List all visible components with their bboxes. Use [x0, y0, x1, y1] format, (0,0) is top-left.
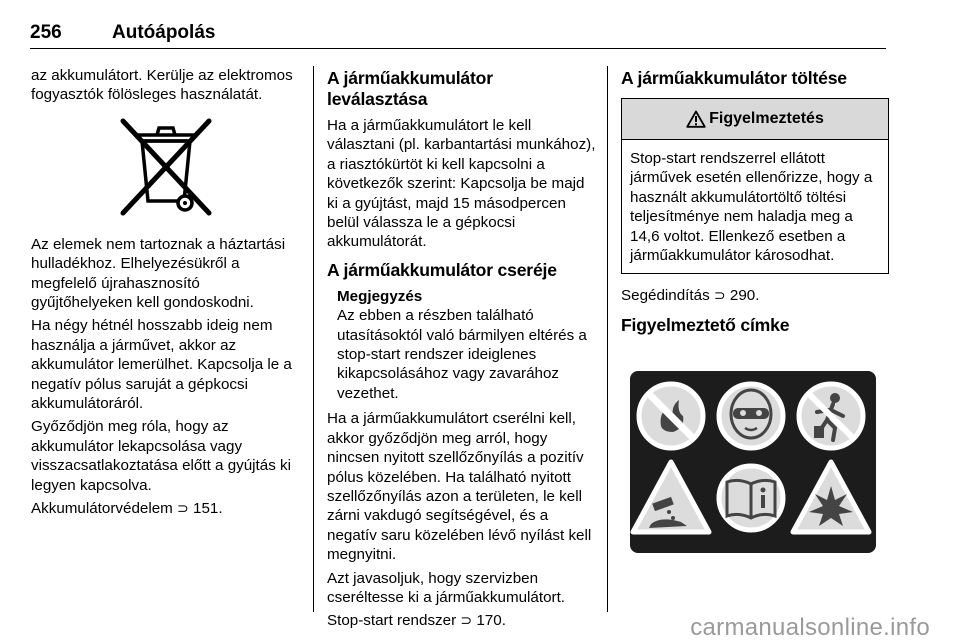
warning-triangle-icon: [686, 110, 706, 128]
warning-body: [622, 140, 888, 273]
warning-box: [621, 98, 889, 274]
cross-reference-page: 170.: [476, 612, 506, 630]
cross-reference[interactable]: [621, 286, 889, 305]
cross-reference-page: 290.: [729, 287, 760, 305]
section-heading: Figyelmeztető címke: [621, 314, 790, 335]
paragraph: Ha a járműakkumulátort le kell választani (pl. karbantartási munkához), a riasztókürtöt ki kell kapcsolni a következők szerint: Kapcsolja be majd ki a gyújtást, majd 15 másodpercen belül válassza le a gépkocsi akkumulátorát.: [327, 117, 596, 251]
paragraph: Ha négy hétnél hosszabb ideig nem használja a járművet, akkor az akkumulátor lemerülhet. Kapcsolja le a negatív pólus saruját a gépkocsi akkumulátoráról.: [31, 317, 292, 413]
note-title: Megjegyzés: [337, 287, 423, 305]
section-heading: A járműakkumulátor töltése: [621, 68, 847, 88]
read-manual-icon: [717, 464, 785, 532]
column-divider: [607, 66, 608, 612]
reference-arrow-icon: ⊃: [460, 612, 473, 629]
paragraph: Győződjön meg róla, hogy az akkumulátor lekapcsolása vagy visszacsatlakoztatása előtt a gyújtás ki legyen kapcsolva.: [31, 418, 291, 494]
reference-arrow-icon: ⊃: [177, 500, 189, 517]
cross-reference-page: 151.: [193, 500, 223, 518]
warning-label-image: [621, 352, 883, 564]
column-divider: [313, 66, 314, 612]
cross-reference-label: Stop-start rendszer: [327, 612, 457, 630]
paragraph: az akkumulátort. Kerülje az elektromos fogyasztók fölösleges használatát.: [31, 67, 293, 104]
note-text: Az ebben a részben található utasításoktól való bármilyen eltérés a stop-start rendszer ideiglenes kikapcsolásához vagy zavarához vezethet.: [337, 307, 587, 402]
page-number: 256: [30, 22, 62, 43]
cross-reference-label: Akkumulátorvédelem: [31, 500, 173, 518]
eye-protection-icon: [717, 382, 785, 450]
cross-reference[interactable]: [327, 611, 597, 630]
note-box: [337, 287, 597, 403]
paragraph: Az elemek nem tartoznak a háztartási hulladékhoz. Elhelyezésükről a megfelelő újrahasznosító gyűjtőhelyeken kell gondoskodni.: [31, 235, 286, 312]
section-heading: A járműakkumulátor leválasztása: [327, 68, 493, 109]
column-right: [621, 66, 889, 564]
watermark: carmanualsonline.info: [690, 614, 930, 641]
paragraph: Ha a járműakkumulátort cserélni kell, akkor győződjön meg arról, hogy nincsen nyitott szellőzőnyílás a pozitív pólus közelében. Ha található nyitott szellőzőnyílás azon a területen, le kell zárni vakdugó segítségével, és a negatív saru közelében lévő nyílást kell megnyitni.: [327, 410, 592, 564]
warning-title: Figyelmeztetés: [709, 110, 824, 127]
keep-children-away-icon: [797, 382, 865, 450]
cross-reference[interactable]: [31, 499, 301, 518]
warning-text: Stop-start rendszerrel ellátott járművek esetén ellenőrizze, hogy a használt akkumulátortöltő töltési teljesítménye nem haladja meg a 14,6 voltot. Ellenkező esetben a járműakkumulátor károsodhat.: [630, 150, 873, 265]
page-title: Autóápolás: [112, 22, 216, 43]
paragraph: Azt javasoljuk, hogy szervizben cseréltesse ki a járműakkumulátort.: [327, 569, 566, 606]
column-middle: [327, 66, 597, 635]
cross-reference-label: Segédindítás: [621, 287, 710, 305]
page-header: [30, 22, 886, 49]
column-left: [31, 66, 301, 523]
section-heading: A járműakkumulátor cseréje: [327, 259, 557, 280]
reference-arrow-icon: ⊃: [713, 287, 726, 304]
warning-header: [622, 99, 888, 140]
no-fire-icon: [637, 382, 705, 450]
crossed-out-bin-icon: [115, 117, 217, 217]
